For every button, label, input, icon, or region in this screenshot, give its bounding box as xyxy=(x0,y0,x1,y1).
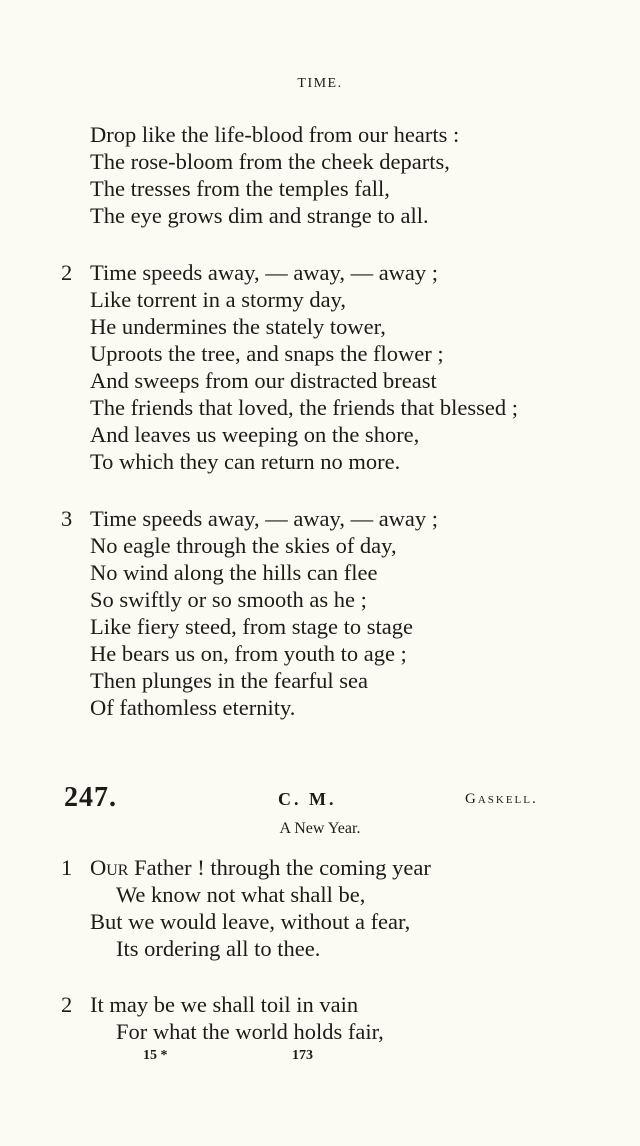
stanza-number: 2 xyxy=(61,260,73,285)
verse-line: And leaves us weeping on the shore, xyxy=(90,422,420,447)
verse-line: The eye grows dim and strange to all. xyxy=(90,203,429,228)
verse-line: Time speeds away, — away, — away ; xyxy=(90,260,439,285)
verse-line: And sweeps from our distracted breast xyxy=(90,368,437,393)
verse-line: It may be we shall toil in vain xyxy=(90,992,359,1017)
verse-line: He bears us on, from youth to age ; xyxy=(90,641,407,666)
verse-line: Of fathomless eternity. xyxy=(90,695,296,720)
verse-line: The rose-bloom from the cheek departs, xyxy=(90,149,450,174)
verse-line xyxy=(90,854,431,881)
verse-line: Its ordering all to thee. xyxy=(116,936,321,961)
verse-line: But we would leave, without a fear, xyxy=(90,909,411,934)
verse-line: Uproots the tree, and snaps the flower ; xyxy=(90,341,444,366)
stanza-number: 2 xyxy=(61,992,73,1017)
signature-mark: 15 * xyxy=(143,1048,168,1063)
hymn-title: A New Year. xyxy=(279,820,361,837)
running-head: TIME. xyxy=(297,76,343,91)
verse-line: We know not what shall be, xyxy=(116,882,366,907)
verse-line: Time speeds away, — away, — away ; xyxy=(90,506,439,531)
first-word: Our xyxy=(90,855,129,880)
verse-line: No eagle through the skies of day, xyxy=(90,533,397,558)
verse-line: Like fiery steed, from stage to stage xyxy=(90,614,414,639)
verse-line-rest: Father ! through the coming year xyxy=(128,855,431,880)
page-number: 173 xyxy=(292,1048,313,1063)
verse-line: Drop like the life-blood from our hearts : xyxy=(90,122,460,147)
verse-line: No wind along the hills can flee xyxy=(90,560,378,585)
verse-line: So swiftly or so smooth as he ; xyxy=(90,587,367,612)
verse-line: He undermines the stately tower, xyxy=(90,314,386,339)
hymn-number: 247. xyxy=(64,782,117,813)
stanza-number: 1 xyxy=(61,855,73,880)
hymn-composer: Gaskell. xyxy=(465,791,538,807)
verse-line: The friends that loved, the friends that blessed ; xyxy=(90,395,519,420)
verse-line: For what the world holds fair, xyxy=(116,1019,384,1044)
verse-line: Then plunges in the fearful sea xyxy=(90,668,369,693)
stanza-number: 3 xyxy=(61,506,73,531)
hymn-meter: C. M. xyxy=(278,789,337,809)
verse-line: Like torrent in a stormy day, xyxy=(90,287,346,312)
verse-line: To which they can return no more. xyxy=(90,449,401,474)
verse-line: The tresses from the temples fall, xyxy=(90,176,390,201)
